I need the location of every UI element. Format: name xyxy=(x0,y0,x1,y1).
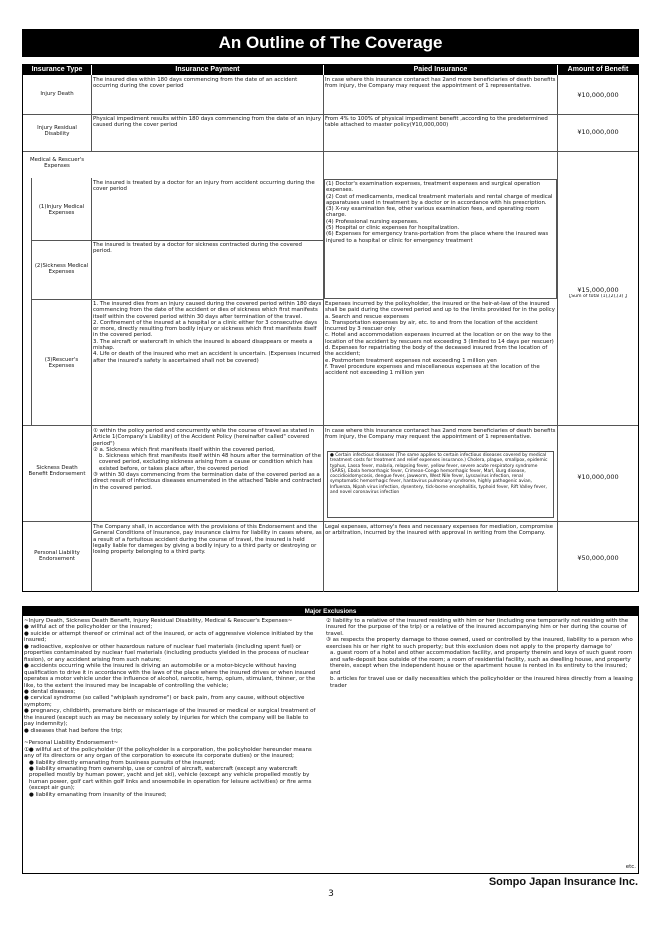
medical-paid-list xyxy=(326,181,555,244)
exclusion-item: ● cervical syndrome (so called "whiplash syndrome") or back pain, from any cause, without objective symptom; xyxy=(24,695,305,708)
payment-sickness-death-benefit xyxy=(93,428,322,491)
rescuer-paid-item: a. Search and rescue expenses xyxy=(325,313,409,320)
page-number: 3 xyxy=(328,889,334,899)
exclusion-item: ③ as respects the property damage to those owned, used or controlled by the insured, liability to a person who exercises his or her right to such property; but this exclusion does not apply to the property damage to' xyxy=(326,637,633,650)
grid-line xyxy=(23,151,638,152)
payment-injury-medical-expenses: The insured is treated by a doctor for an injury from accident occurring during the cover period xyxy=(93,180,315,193)
amount-medical-rescuer-note: 【Sum of total (1),(2),(3) 】 xyxy=(566,294,630,299)
sickness-payment-item: ② a. Sickness which first manifests itself within the covered period, xyxy=(93,446,275,453)
amount-sickness-death-benefit: ¥10,000,000 xyxy=(577,473,619,481)
exclusion-item: a. guest room of a hotel and other accommodation facility, and property therein and keys of such guest room and safe-deposit box outside of the room; a room of residential facility, such as dwelling house, and property therein, except when the independent house or the apartment house is rented in its entirety to the insured; and xyxy=(330,650,633,676)
exclusions-title: Major Exclusions xyxy=(23,607,638,616)
type-sickness-medical-expenses: (2)Sickness Medical Expenses xyxy=(34,263,89,276)
exclusion-item: ● radioactive, explosive or other hazardous nature of nuclear fuel materials (including spent fuel) or properties contaminated by nuclear fuel materials (including products yielded in the process of nuclear fission), or any accident arising from such nature; xyxy=(24,643,309,663)
rescuer-paid-item: c. Hotel and accommodation expenses incurred at the location or on the way to the location of the accident by rescuers not exceeding 3 (limited to 14 days per rescuer) xyxy=(325,332,554,345)
exclusion-item: ● suicide or attempt thereof or criminal act of the insured, or acts of aggressive violence initiated by the insured; xyxy=(24,630,314,644)
grid-line xyxy=(31,178,32,425)
type-injury-medical-expenses: (1)Injury Medical Expenses xyxy=(38,204,85,217)
exclusion-item: ~Personal Liability Endorsement~ xyxy=(24,740,119,747)
page-title: An Outline of The Coverage xyxy=(22,29,639,57)
rescuer-payment-item: 4. Life or death of the insured who met an accident is uncertain. (Expenses incurred after the insured's safety is ascertained shall not be covered) xyxy=(93,351,321,364)
type-sickness-death-benefit: Sickness Death Benefit Endorsement xyxy=(28,465,86,478)
rescuer-paid-item: Expenses incurred by the policyholder, the insured or the heir-at-law of the insured shall be paid during the covered period and up to the limits provided for in the policy xyxy=(325,301,555,314)
grid-line xyxy=(23,114,638,115)
payment-sickness-medical-expenses: The insured is treated by a doctor for sickness contracted during the covered period. xyxy=(93,242,302,255)
payment-personal-liability: The Company shall, in accordance with the provisions of this Endorsement and the General Conditions of Insurance, pay insurance claims for liability in cases where, as a result of a fortuitous accident during the course of travel, the insured is held legally liable for dameges by giving a bodily injury to a third party or destroying or losing property belonging to a third party. xyxy=(93,524,322,556)
type-rescuer-expenses: (3)Rescuer's Expenses xyxy=(44,357,79,370)
exclusion-item: ● pregnancy, childbirth, premature birth or miscarriage of the insured or medical or surgical treatment of the insured (except such as may be necessary solely by injuries for which the company will be liable to pay indemnity); xyxy=(24,708,316,728)
rescuer-paid-item: e. Postmortem treatment expenses not exceeding 1 million yen xyxy=(325,357,497,364)
infectious-disease-list: ● Certain infectious diseases (The same applies to certain infectious diseases covered by medical treatment costs for treatment and relief expenses insurance.) Cholera, plague, smallpox, epidemic typhus, Lassa fever, malaria, relapsing fever, yellow fever, severe acute respiratory syndrome (SARS), Ebola hemorrhagic fever, Crimean-Congo hemorrhagic fever, Marl, Burg disease, coccidioidomycosis, dengue fever, jawworm, West Nile fever, Lyssavirus infection, renal symptomatic hemorrhagic fever, hantavirus pulmonary syndrome, highly pathogenic avian, Influenza, Nipah virus infection, dysentery, tick-borne encephalitis, typhoid fever, Rift Valley fever, and novel coronavirus infection xyxy=(330,453,548,496)
paid-injury-death: In case where this insurance contaract has 2and more beneficiaries of death benefits from injury, the Company may request the appointment of 1 representative. xyxy=(325,77,556,90)
paid-injury-residual-disability: From 4% to 100% of physical impediment benefit ,according to the predetermined table attached to master policy(¥10,000,000) xyxy=(325,116,548,129)
exclusions-left-column xyxy=(24,618,320,863)
grid-line xyxy=(23,425,638,426)
paid-rescuer-expenses xyxy=(325,301,556,377)
medical-paid-item: (1) Doctor's examination expenses, treatment expenses and surgical operation expenses. xyxy=(326,181,540,194)
medical-paid-item: (4) Professional nursing expenses. xyxy=(326,218,419,225)
company-name: Sompo Japan Insurance Inc. xyxy=(488,876,638,888)
amount-injury-death: ¥10,000,000 xyxy=(577,91,619,99)
rescuer-paid-item: b. Transportation expenses by air, etc. to and from the location of the accident incurred by 3 rescuer only xyxy=(325,319,538,333)
header-insurance-type: Insurance Type xyxy=(23,65,91,75)
sickness-payment-item: b. Sickness which first manifests itself within 48 hours after the termination of the covered period, excluding sickness arising from a cause or condition which has existed before, or takes place after, the covered period xyxy=(99,453,321,472)
type-injury-residual-disability: Injury Residual Disability xyxy=(37,125,77,138)
exclusion-item: ● liability emanating from ownership, use or control of aircraft, watercraft (except any watercraft propelled mostly by human power, yacht and jet ski), vehicle (except any vehicle propelled mostly by human power, golf cart within golf links and snowmobile in operation for leisure activities) or fire arms (except air gun); xyxy=(29,765,312,792)
rescuer-paid-item: f. Travel procedure expenses and miscellaneous expenses at the location of the accident not exceeding 1 million yen xyxy=(325,363,540,377)
amount-personal-liability: ¥50,000,000 xyxy=(577,554,619,562)
exclusion-item: ● accidents occurring while the insured is driving an automobile or a motor-bicycle without having qualification to drive it in accordance with the laws of the place where the insured drives or when insured operates a motor vehicle under the influence of alcohol, narcotic, hemp, opium, stimulant, thinner, or the like, to the extent the insured may be incapable of controlling the vehicle; xyxy=(24,663,316,689)
amount-medical-rescuer: ¥15,000,000 xyxy=(577,286,619,294)
exclusion-item: ~Injury Death, Sickness Death Benefit, Injury Residual Disability, Medical & Rescuer's Expenses~ xyxy=(24,618,293,624)
rescuer-payment-item: 3. The aircraft or watercraft in which the insured is aboard disappears or meets a mishap. xyxy=(93,338,313,352)
header-amount-of-benefit: Amount of Benefit xyxy=(558,65,638,75)
exclusions-right-column xyxy=(326,618,636,718)
medical-paid-item: (6) Expenses for emergency trans-portation from the place where the insured was injured to a hospital or clinic for emergency treatment xyxy=(326,231,549,244)
type-medical-rescuer-expenses: Medical & Rescuer's Expenses xyxy=(29,157,85,170)
exclusion-item: ①● willful act of the policyholder (if the policyholder is a corporation, the policyholder hereunder means any of its directors or any organ of the corporation to execute its corporate duties) or the insured; xyxy=(24,746,312,760)
medical-paid-box xyxy=(324,179,557,299)
exclusions-etc: etc. xyxy=(625,864,636,870)
payment-injury-residual-disability: Physical impediment results within 180 days commencing from the date of an injury caused during the cover period xyxy=(93,116,321,129)
infectious-disease-box xyxy=(327,451,554,518)
grid-line xyxy=(91,75,92,151)
grid-line xyxy=(31,240,323,241)
grid-line xyxy=(23,521,638,522)
grid-line xyxy=(323,75,324,592)
paid-sickness-death-benefit: In case where this insurance contaract has 2and more beneficiaries of death benefits from injury, the Company may request the appointment of 1 representative. xyxy=(325,428,556,441)
exclusion-item: ● dental diseases; xyxy=(24,688,76,695)
exclusion-item: ● diseases that had before the trip; xyxy=(24,727,123,734)
type-personal-liability: Personal Liability Endorsement xyxy=(34,550,80,563)
medical-paid-item: (3) X-ray examination fee, other various examination fees, and operating room charge. xyxy=(326,206,540,219)
rescuer-payment-item: 1. The insured dies from an injury caused during the covered period within 180 days commencing from the date of the accident or dies of sickness which first manifests itself within the covered period within 30 days after termination of the travel. xyxy=(93,301,322,320)
exclusion-item: ② liability to a relative of the insured residing with him or her (including one temporarily not residing with the insured for the purpose of the trip) or a relative of the insured accompanying him or her during the course of travel. xyxy=(326,618,629,637)
rescuer-paid-item: d. Expenses for repatriating the body of the deceased insured from the location of the accident; xyxy=(325,345,548,358)
medical-paid-item: (5) Hospital or clinic expenses for hospitalization. xyxy=(326,225,460,232)
exclusion-item: ● liability emanating from insanity of the insured; xyxy=(29,791,167,798)
sickness-payment-item: ③ within 30 days commencing from the termination date of the covered period as a direct result of infectious diseases enumerated in the attached Table and contracted in the covered period. xyxy=(93,472,322,491)
rescuer-payment-item: 2. Confinement of the insured at a hospital or a clinic either for 3 consecutive days or more, directly resulting from bodily injury or sickness which first manifests itself in the covered period. xyxy=(93,319,318,339)
sickness-payment-item: ① within the policy period and concurrently while the course of travel as stated in Article 1(Company's Liability) of the Accident Policy (hereinafter called" covered period") xyxy=(93,428,314,447)
grid-line xyxy=(557,75,558,592)
exclusion-item: ● liability directly emanating from business pursuits of the insured; xyxy=(29,759,216,766)
exclusion-item: ● willful act of the policyholder or the insured; xyxy=(24,624,153,631)
payment-injury-death: The insured dies within 180 days commencing from the date of an accident occurring during the cover period xyxy=(93,77,298,90)
paid-personal-liability: Legal expenses, attorney's fees and necessary expenses for mediation, compromise or arbitration, incurred by the insured with approval in writing from the Company. xyxy=(325,524,554,537)
payment-rescuer-expenses xyxy=(93,301,322,364)
exclusion-item: b. articles for travel use or daily necessities which the policyholder or the insured hires directly from a leasing trader xyxy=(330,676,633,689)
medical-paid-item: (2) Cost of medicaments, medical treatment materials and rental charge of medical apparatuses used in treatment by a doctor or in accordance with his prescription. xyxy=(326,193,553,206)
header-insurance-payment: Insurance Payment xyxy=(92,65,323,75)
header-paied-insurance: Paied Insurance xyxy=(324,65,557,75)
amount-injury-residual-disability: ¥10,000,000 xyxy=(577,128,619,136)
grid-line xyxy=(31,299,323,300)
type-injury-death: Injury Death xyxy=(40,91,74,97)
